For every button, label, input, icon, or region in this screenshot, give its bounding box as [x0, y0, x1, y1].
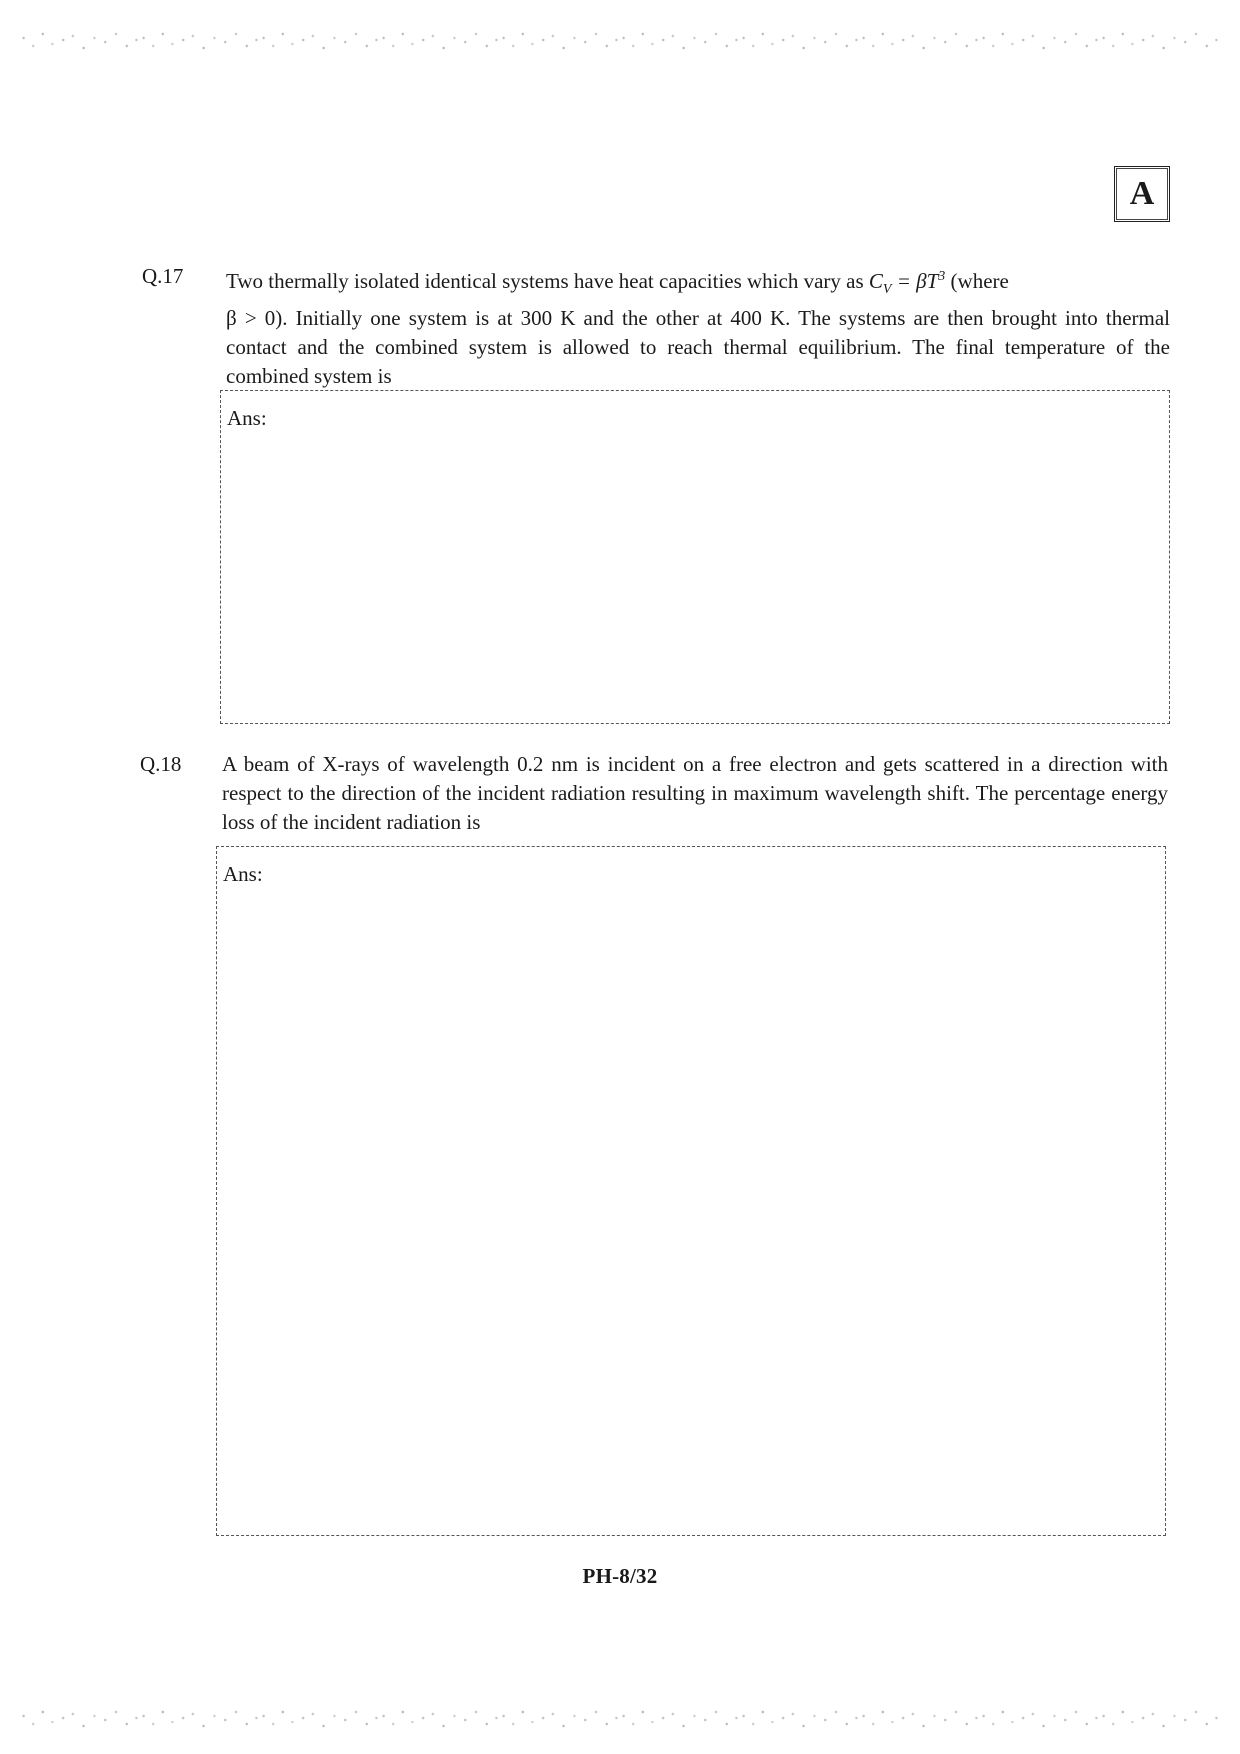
question-text-part: (where: [945, 269, 1009, 293]
page-number: PH-8/32: [582, 1564, 658, 1588]
question-number: Q.17: [142, 264, 184, 288]
answer-box[interactable]: [220, 390, 1170, 724]
paper-set-code: A: [1116, 168, 1168, 220]
answer-box[interactable]: [216, 846, 1166, 1536]
question-text-part: Two thermally isolated identical systems have heat capacities which vary as: [226, 269, 869, 293]
scan-noise-top: [20, 22, 1220, 62]
paper-set-box: [1114, 166, 1170, 222]
question-text: [226, 262, 1170, 391]
scan-noise-bottom: [20, 1700, 1220, 1740]
answer-label: Ans:: [223, 862, 263, 886]
answer-label: Ans:: [227, 406, 267, 430]
question-text: A beam of X-rays of wavelength 0.2 nm is incident on a free electron and gets scattered in a direction with respect to the direction of the incident radiation resulting in maximum wavelength shift. The percentage energy loss of the incident radiation is: [222, 752, 1168, 834]
question-number: Q.18: [140, 752, 182, 776]
question-text-body: β > 0). Initially one system is at 300 K and the other at 400 K. The systems are then brought into thermal contact and the combined system is allowed to reach thermal equilibrium. The final temperature of the combined system is: [226, 306, 1170, 389]
heat-capacity-formula: $C_V = \beta T^3$: [868, 269, 946, 298]
